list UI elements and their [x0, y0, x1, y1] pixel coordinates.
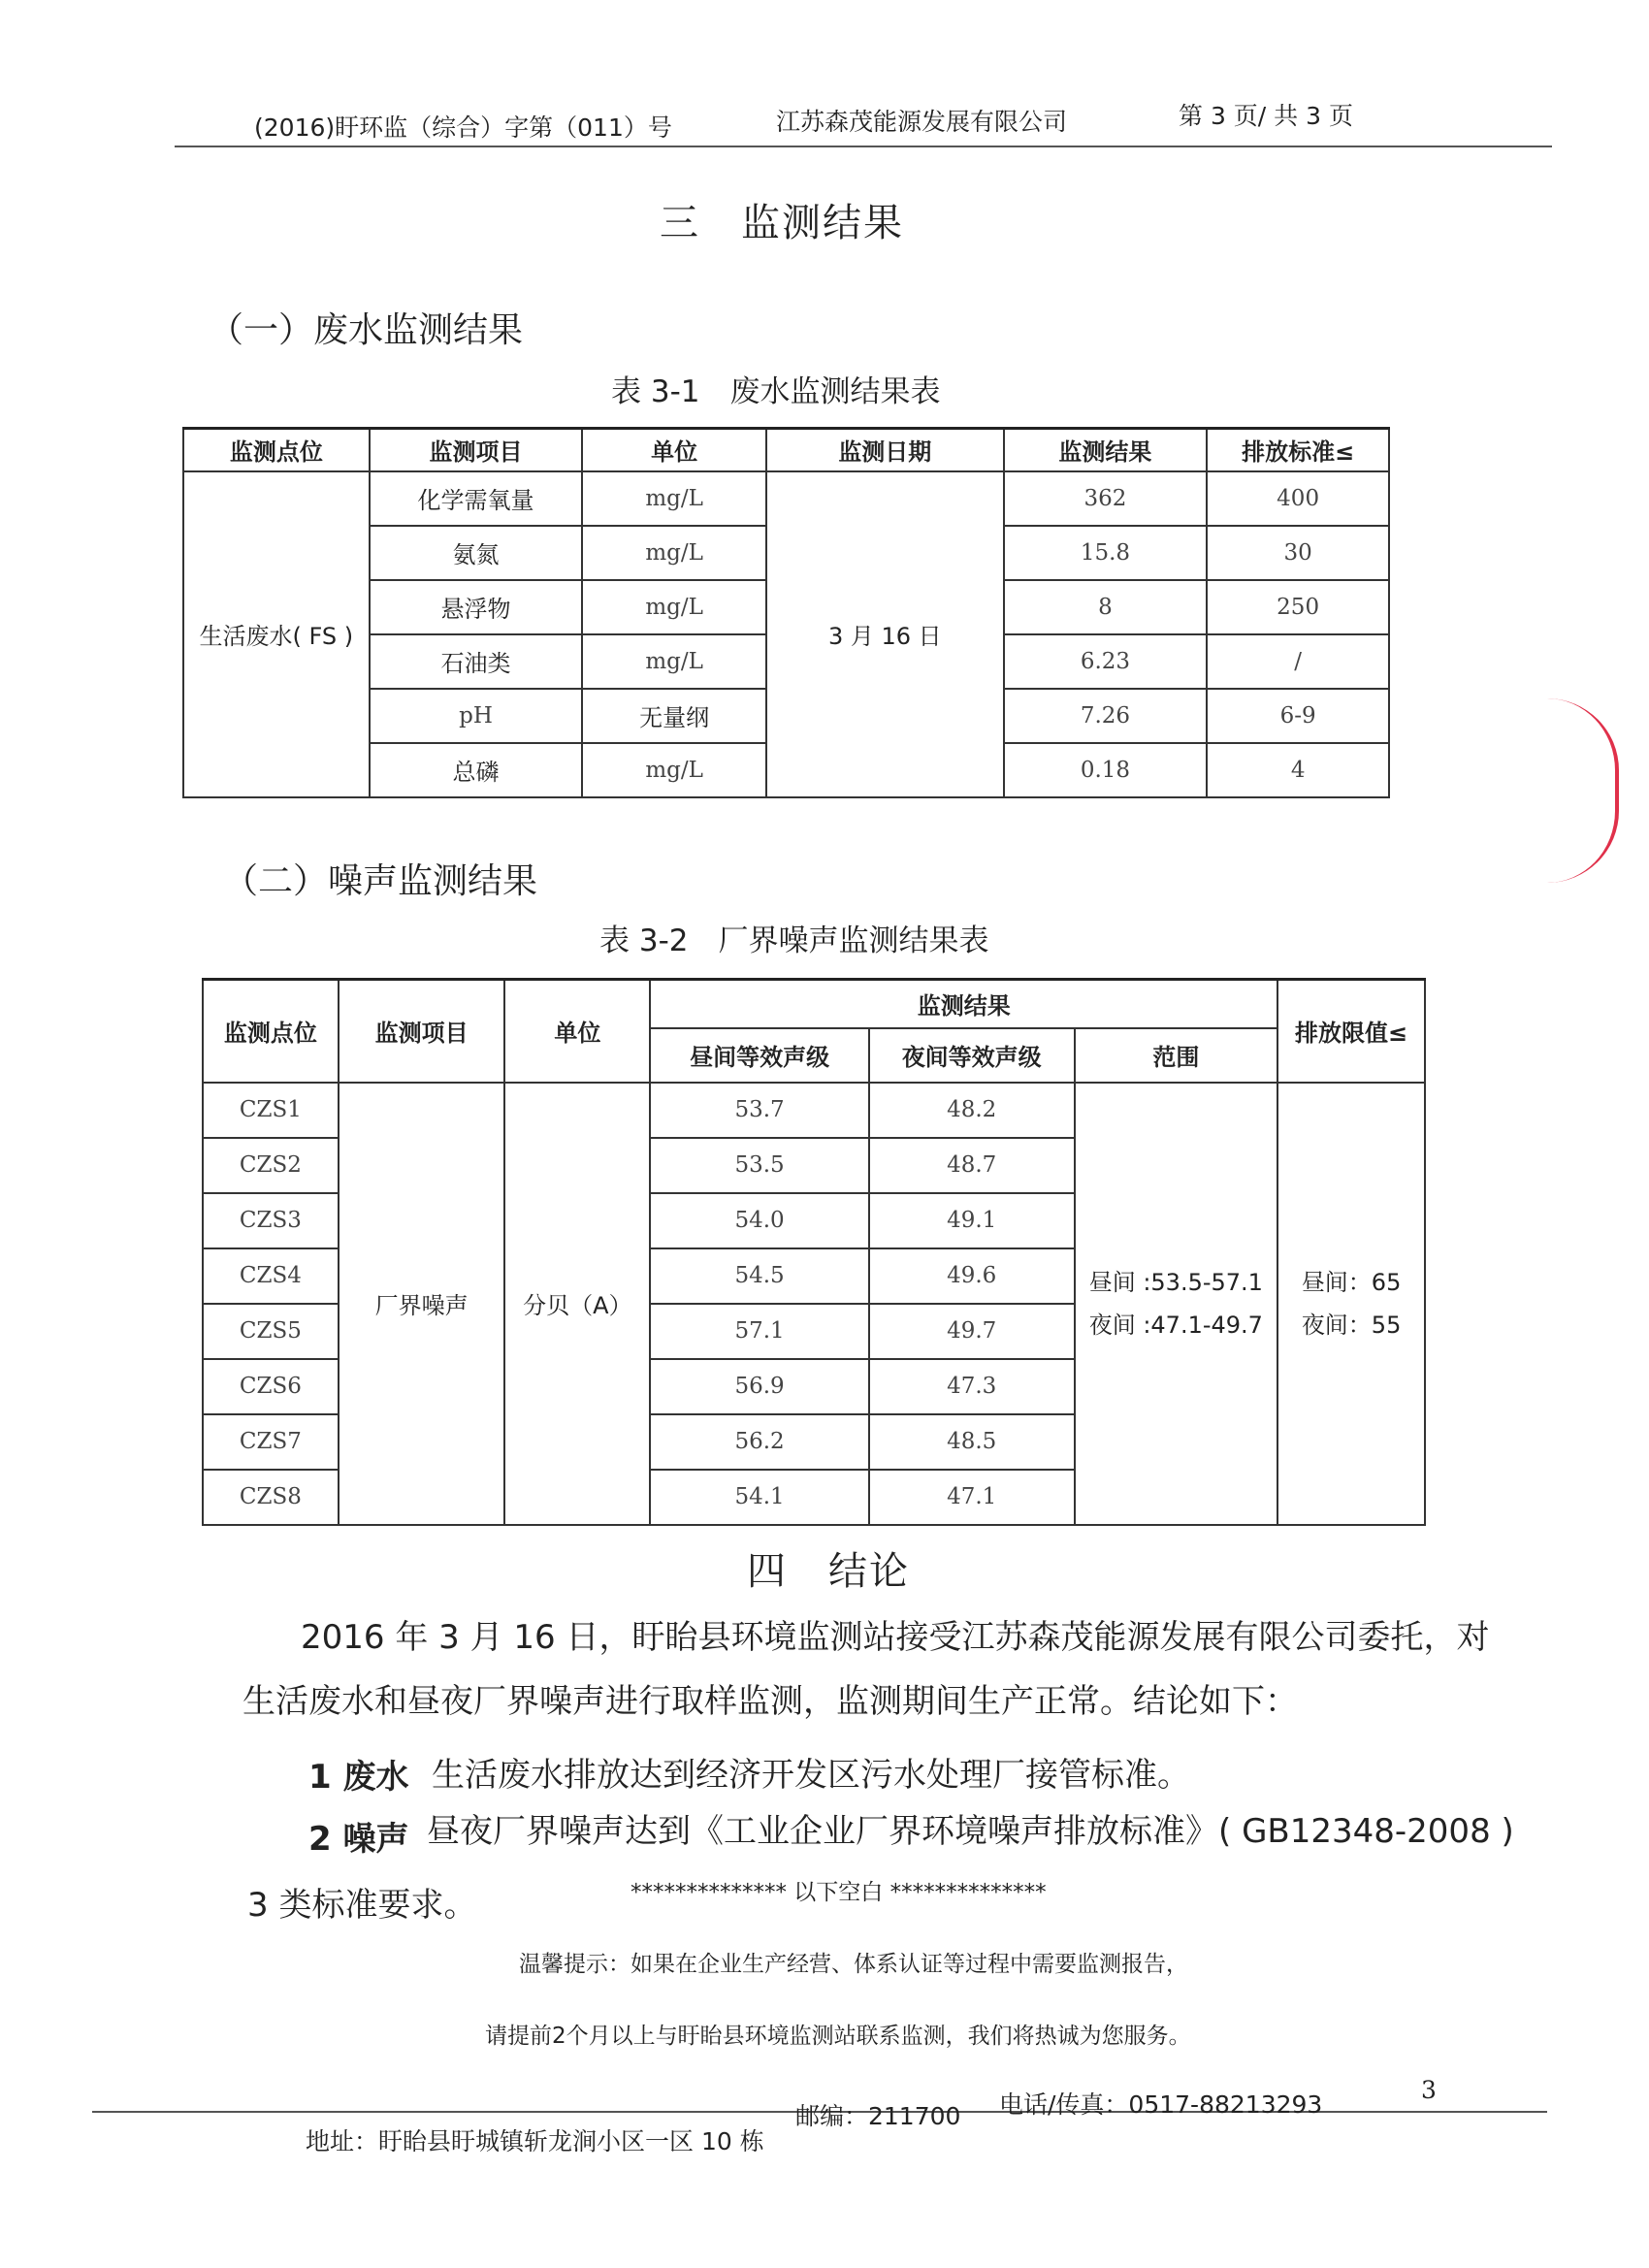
unit-cell: mg/L	[582, 526, 766, 580]
noise-caption: 表 3-2 厂界噪声监测结果表	[599, 923, 989, 958]
noise-item-cell: 厂界噪声	[339, 1083, 505, 1525]
wastewater-caption: 表 3-1 废水监测结果表	[611, 374, 941, 409]
day-cell: 54.0	[650, 1193, 869, 1248]
standard-cell: /	[1207, 634, 1389, 689]
night-cell: 48.2	[869, 1083, 1075, 1138]
result-cell: 8	[1004, 580, 1208, 634]
item-cell: 化学需氧量	[370, 471, 583, 526]
col-unit: 单位	[582, 429, 766, 471]
unit-cell: mg/L	[582, 743, 766, 797]
limit-night: 夜间：55	[1301, 1311, 1402, 1339]
col-location: 监测点位	[203, 980, 339, 1083]
point-cell: CZS3	[203, 1193, 339, 1248]
night-cell: 49.6	[869, 1248, 1075, 1304]
unit-cell: 无量纲	[582, 689, 766, 743]
blank-marker: ************** 以下空白 **************	[630, 1880, 1047, 1905]
point-cell: CZS7	[203, 1414, 339, 1470]
unit-cell: mg/L	[582, 580, 766, 634]
table-header-row	[183, 429, 1389, 471]
night-cell: 47.3	[869, 1359, 1075, 1414]
item-cell: 石油类	[370, 634, 583, 689]
document-number: (2016)盱环监（综合）字第（011）号	[254, 113, 672, 142]
standard-cell: 4	[1207, 743, 1389, 797]
col-standard: 排放标准≤	[1207, 429, 1389, 471]
conclusion-intro-line2: 生活废水和昼夜厂界噪声进行取样监测，监测期间生产正常。结论如下：	[242, 1682, 1298, 1721]
conclusion-item1-label: 1 废水	[308, 1758, 409, 1797]
day-cell: 56.9	[650, 1359, 869, 1414]
point-cell: CZS4	[203, 1248, 339, 1304]
day-cell: 53.5	[650, 1138, 869, 1193]
section3-title: 三 监测结果	[660, 201, 904, 245]
col-location: 监测点位	[183, 429, 370, 471]
header-divider	[175, 146, 1552, 147]
col-results: 监测结果	[650, 980, 1277, 1028]
noise-unit-cell: 分贝（A）	[504, 1083, 650, 1525]
footer-postcode: 邮编：211700	[795, 2102, 961, 2130]
conclusion-item1-text: 生活废水排放达到经济开发区污水处理厂接管标准。	[432, 1756, 1190, 1795]
noise-table	[202, 978, 1426, 1526]
item-cell: 总磷	[370, 743, 583, 797]
table-header-row	[203, 980, 1425, 1028]
night-cell: 49.7	[869, 1304, 1075, 1359]
date-cell: 3 月 16 日	[766, 471, 1004, 797]
standard-cell: 250	[1207, 580, 1389, 634]
item-cell: pH	[370, 689, 583, 743]
conclusion-item2-text: 昼夜厂界噪声达到《工业企业厂界环境噪声排放标准》( GB12348-2008 )	[427, 1812, 1514, 1851]
col-item: 监测项目	[370, 429, 583, 471]
conclusion-item2-continued: 3 类标准要求。	[247, 1886, 477, 1925]
range-day: 昼间 :53.5-57.1	[1088, 1268, 1263, 1296]
col-range: 范围	[1075, 1028, 1278, 1083]
notice-line1: 温馨提示：如果在企业生产经营、体系认证等过程中需要监测报告，	[519, 1952, 1188, 1977]
standard-cell: 30	[1207, 526, 1389, 580]
red-seal-mark	[1547, 698, 1619, 883]
noise-subtitle: （二）噪声监测结果	[223, 861, 538, 901]
point-cell: CZS5	[203, 1304, 339, 1359]
company-name: 江苏森茂能源发展有限公司	[776, 108, 1068, 136]
day-cell: 57.1	[650, 1304, 869, 1359]
notice-line2: 请提前2个月以上与盱眙县环境监测站联系监测，我们将热诚为您服务。	[485, 2024, 1191, 2049]
result-cell: 6.23	[1004, 634, 1208, 689]
wastewater-table	[182, 427, 1390, 798]
night-cell: 49.1	[869, 1193, 1075, 1248]
table-row	[203, 1083, 1425, 1138]
standard-cell: 400	[1207, 471, 1389, 526]
col-result: 监测结果	[1004, 429, 1208, 471]
night-cell: 48.5	[869, 1414, 1075, 1470]
limit-day: 昼间：65	[1301, 1268, 1402, 1296]
col-day-level: 昼间等效声级	[650, 1028, 869, 1083]
location-cell: 生活废水( FS )	[183, 471, 370, 797]
unit-cell: mg/L	[582, 634, 766, 689]
standard-cell: 6-9	[1207, 689, 1389, 743]
range-night: 夜间 :47.1-49.7	[1088, 1311, 1263, 1339]
col-limit: 排放限值≤	[1277, 980, 1425, 1083]
section4-title: 四 结论	[747, 1549, 910, 1594]
night-cell: 48.7	[869, 1138, 1075, 1193]
item-cell: 氨氮	[370, 526, 583, 580]
day-cell: 56.2	[650, 1414, 869, 1470]
footer-address: 地址：盱眙县盱城镇斩龙涧小区一区 10 栋	[306, 2127, 764, 2155]
point-cell: CZS6	[203, 1359, 339, 1414]
point-cell: CZS2	[203, 1138, 339, 1193]
wastewater-subtitle: （一）废水监测结果	[209, 310, 524, 350]
page-number: 3	[1421, 2076, 1437, 2104]
day-cell: 54.1	[650, 1470, 869, 1525]
col-night-level: 夜间等效声级	[869, 1028, 1075, 1083]
day-cell: 54.5	[650, 1248, 869, 1304]
unit-cell: mg/L	[582, 471, 766, 526]
point-cell: CZS1	[203, 1083, 339, 1138]
limit-cell	[1277, 1083, 1425, 1525]
day-cell: 53.7	[650, 1083, 869, 1138]
item-cell: 悬浮物	[370, 580, 583, 634]
conclusion-intro-line1: 2016 年 3 月 16 日，盱眙县环境监测站接受江苏森茂能源发展有限公司委托，对	[301, 1618, 1490, 1657]
result-cell: 0.18	[1004, 743, 1208, 797]
col-item: 监测项目	[339, 980, 505, 1083]
footer-phone: 电话/传真：0517-88213293	[999, 2090, 1323, 2119]
page-info: 第 3 页/ 共 3 页	[1179, 102, 1353, 130]
conclusion-item2-label: 2 噪声	[308, 1820, 409, 1859]
result-cell: 362	[1004, 471, 1208, 526]
result-cell: 15.8	[1004, 526, 1208, 580]
result-cell: 7.26	[1004, 689, 1208, 743]
table-row	[183, 471, 1389, 526]
point-cell: CZS8	[203, 1470, 339, 1525]
night-cell: 47.1	[869, 1470, 1075, 1525]
range-cell	[1075, 1083, 1278, 1525]
col-date: 监测日期	[766, 429, 1004, 471]
col-unit: 单位	[504, 980, 650, 1083]
